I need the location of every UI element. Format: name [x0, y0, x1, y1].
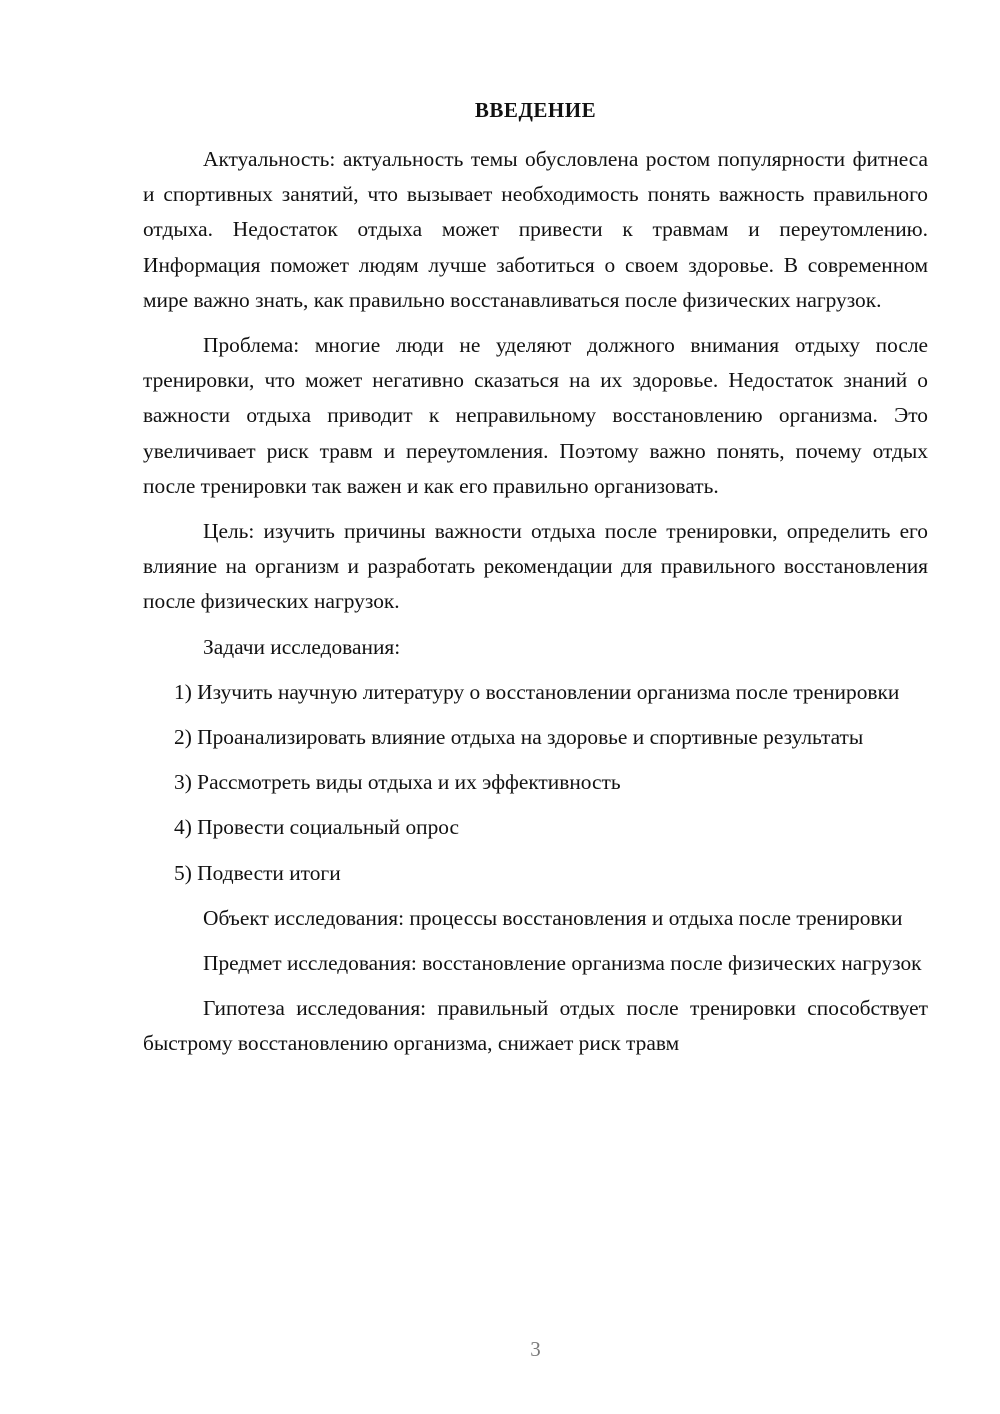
- document-body: [143, 142, 928, 1072]
- task-item-5: 5) Подвести итоги: [174, 860, 341, 885]
- paragraph-relevance: Актуальность: актуальность темы обусловлена ростом популярности фитнеса и спортивных занятий, что вызывает необходимость понять важность правильного отдыха. Недостаток отдыха может привести к травмам и переутомлению. Информация поможет людям лучше заботиться о своем здоровье. В современном мире важно знать, как правильно восстанавливаться после физических нагрузок.: [143, 147, 928, 312]
- paragraph-problem: Проблема: многие люди не уделяют должного внимания отдыху после тренировки, что может негативно сказаться на их здоровье. Недостаток знаний о важности отдыха приводит к неправильному восстановлению организма. Это увеличивает риск травм и переутомления. Поэтому важно понять, почему отдых после тренировки так важен и как его правильно организовать.: [143, 333, 928, 498]
- paragraph-tasks-heading: Задачи исследования:: [203, 634, 401, 659]
- task-item-4: 4) Провести социальный опрос: [174, 815, 460, 840]
- task-item-2: 2) Проанализировать влияние отдыха на здоровье и спортивные результаты: [174, 725, 864, 750]
- section-title: ВВЕДЕНИЕ: [474, 98, 597, 122]
- task-item-3: 3) Рассмотреть виды отдыха и их эффективность: [174, 770, 621, 795]
- paragraph-goal: Цель: изучить причины важности отдыха после тренировки, определить его влияние на организм и разработать рекомендации для правильного восстановления после физических нагрузок.: [143, 519, 928, 614]
- paragraph-hypothesis: Гипотеза исследования: правильный отдых после тренировки способствует быстрому восстановлению организма, снижает риск травм: [143, 996, 928, 1056]
- document-page: [143, 0, 928, 1414]
- task-item-1: 1) Изучить научную литературу о восстановлении организма после тренировки: [174, 679, 900, 704]
- paragraph-object: Объект исследования: процессы восстановления и отдыха после тренировки: [203, 905, 903, 930]
- paragraph-subject: Предмет исследования: восстановление организма после физических нагрузок: [203, 951, 922, 976]
- page-number: 3: [530, 1337, 541, 1361]
